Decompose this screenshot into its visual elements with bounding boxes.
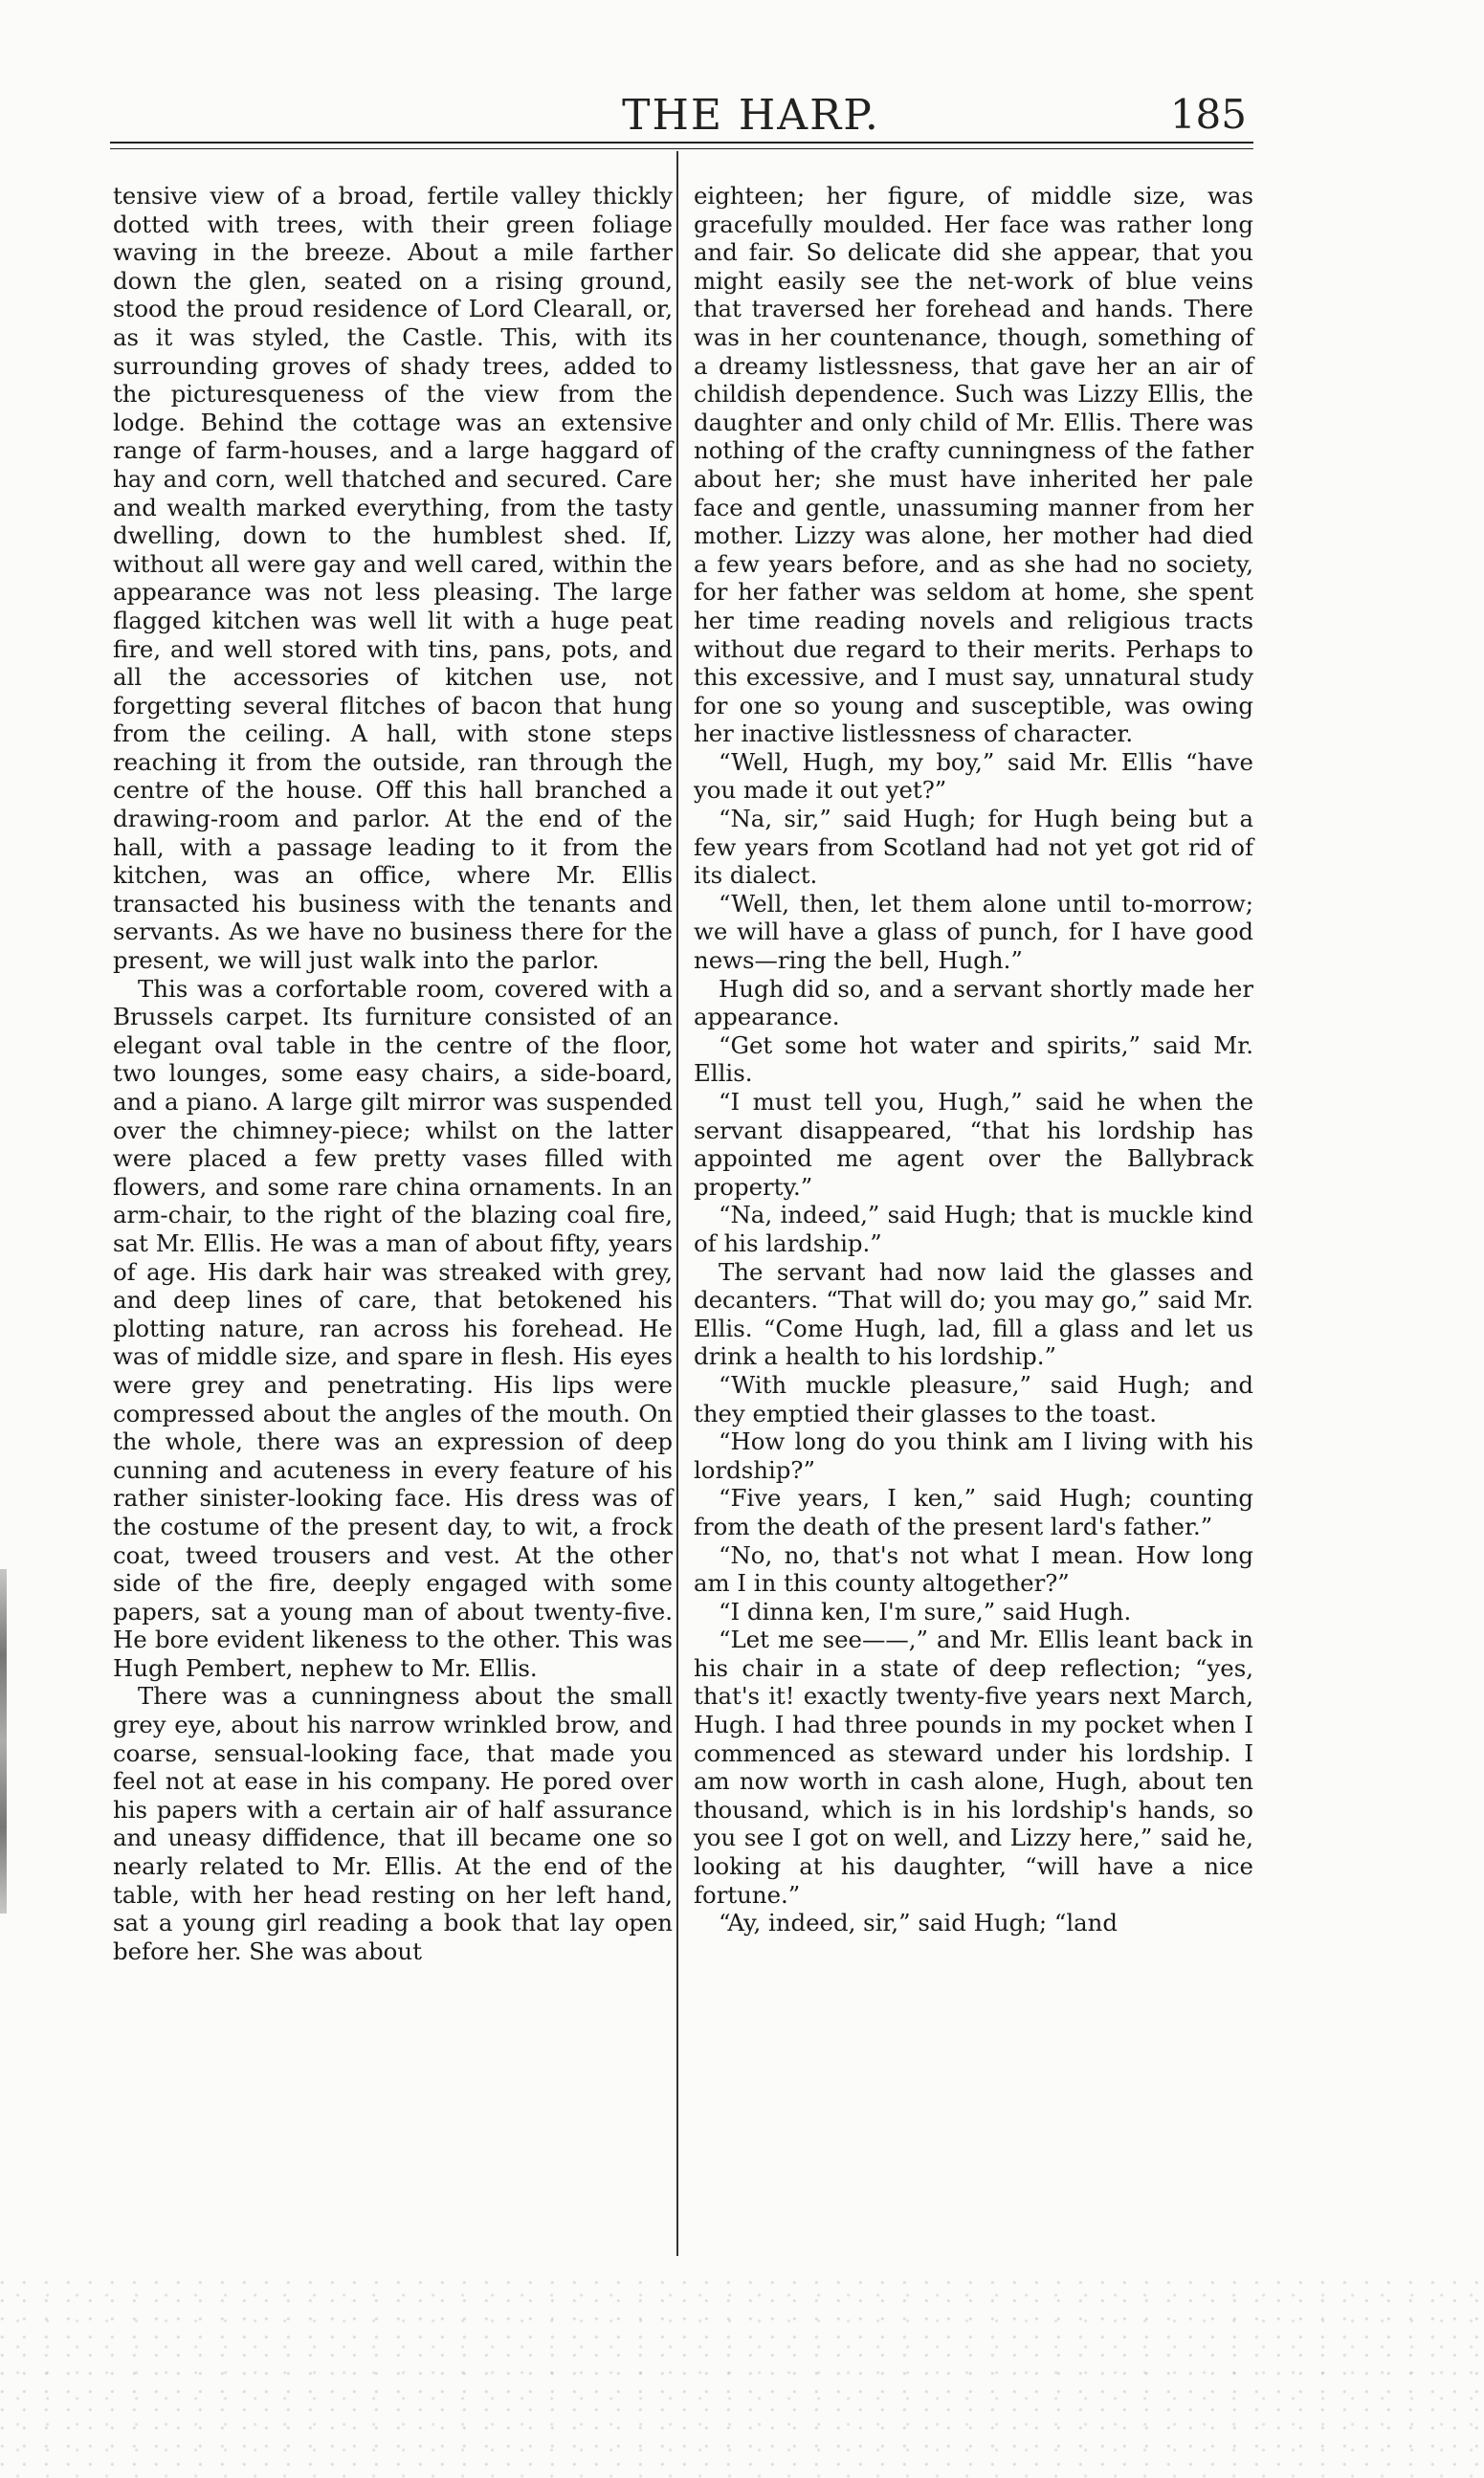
paper-speckle [0,2277,1484,2478]
column-divider [676,151,678,2256]
paragraph: Hugh did so, and a servant shortly made her appearance. [694,974,1253,1031]
paragraph: This was a corfortable room, covered with a Brussels carpet. Its furniture consisted of an elegant oval table in the centre of the floor, two lounges, some easy chairs, a side-board, and a piano. A large gilt mirror was suspended over the chimney-piece; whilst on the latter were placed a few pretty vases filled with flowers, and some rare china ornaments. In an arm-chair, to the right of the blazing coal fire, sat Mr. Ellis. He was a man of about fifty, years of age. His dark hair was streaked with grey, and deep lines of care, that betokened his plotting nature, ran across his forehead. He was of middle size, and spare in flesh. His eyes were grey and penetrating. His lips were compressed about the angles of the mouth. On the whole, there was an expression of deep cunning and acuteness in every feature of his rather sinister-looking face. His dress was of the costume of the present day, to wit, a frock coat, tweed trousers and vest. At the other side of the fire, deeply engaged with some papers, sat a young man of about twenty-five. He bore evident likeness to the other. This was Hugh Pembert, nephew to Mr. Ellis. [113,974,673,1682]
running-title: THE HARP. [622,91,880,140]
paragraph: The servant had now laid the glasses and decanters. “That will do; you may go,” said Mr. Ellis. “Come Hugh, lad, fill a glass and let us drink a health to his lordship.” [694,1257,1253,1371]
paragraph: “Ay, indeed, sir,” said Hugh; “land [719,1909,1119,1937]
paragraph: There was a cunningness about the small grey eye, about his narrow wrinkled brow, and coarse, sensual-looking face, that made you feel not at ease in his company. He pored over his papers with a certain air of half assurance and uneasy diffidence, that ill became one so nearly related to Mr. Ellis. At the end of the table, with her head resting on her left hand, sat a young girl reading a book that lay open before her. She was about [113,1682,673,1965]
paragraph: “Na, indeed,” said Hugh; that is muckle kind of his lardship.” [694,1201,1253,1257]
page-header [110,91,1258,148]
left-column [113,182,673,1965]
paragraph: “I dinna ken, I'm sure,” said Hugh. [719,1597,1132,1626]
paragraph: “How long do you think am I living with his lordship?” [694,1427,1253,1484]
paragraph: “Well, Hugh, my boy,” said Mr. Ellis “have you made it out yet?” [694,747,1253,805]
header-rule [110,142,1253,149]
page-number: 185 [1169,91,1247,138]
paragraph: “Na, sir,” said Hugh; for Hugh being but a few years from Scotland had not yet got rid of its dialect. [694,805,1253,890]
paragraph: “Five years, I ken,” said Hugh; counting from the death of the present lard's father.” [694,1484,1253,1540]
binding-edge-mark [0,1569,7,1914]
paragraph: tensive view of a broad, fertile valley thickly dotted with trees, with their green foliage waving in the breeze. About a mile farther down the glen, seated on a rising ground, stood the proud residence of Lord Clearall, or, as it was styled, the Castle. This, with its surrounding groves of shady trees, added to the picturesqueness of the view from the lodge. Behind the cottage was an extensive range of farm-houses, and a large haggard of hay and corn, well thatched and secured. Care and wealth marked everything, from the tasty dwelling, down to the humblest shed. If, without all were gay and well cared, within the appearance was not less pleasing. The large flagged kitchen was well lit with a huge peat fire, and well stored with tins, pans, pots, and all the accessories of kitchen use, not forgetting several flitches of bacon that hung from the ceiling. A hall, with stone steps reaching it from the outside, ran through the centre of the house. Off this hall branched a drawing-room and parlor. At the end of the hall, with a passage leading to it from the kitchen, was an office, where Mr. Ellis transacted his business with the tenants and servants. As we have no business there for the present, we will just walk into the parlor. [113,182,673,975]
right-column [694,182,1253,1937]
paragraph: “I must tell you, Hugh,” said he when the servant disappeared, “that his lordship has appointed me agent over the Ballybrack property.” [694,1088,1253,1201]
paragraph: “No, no, that's not what I mean. How long am I in this county altogether?” [694,1540,1253,1598]
paragraph: “Let me see——,” and Mr. Ellis leant back in his chair in a state of deep reflection; “yes, that's it! exactly twenty-five years next March, Hugh. I had three pounds in my pocket when I commenced as steward under his lordship. I am now worth in cash alone, Hugh, about ten thousand, which is in his lordship's hands, so you see I got on well, and Lizzy here,” said he, looking at his daughter, “will have a nice fortune.” [694,1626,1253,1909]
paragraph: “With muckle pleasure,” said Hugh; and they emptied their glasses to the toast. [694,1370,1253,1427]
paragraph: “Well, then, let them alone until to-morrow; we will have a glass of punch, for I have good news—ring the bell, Hugh.” [694,889,1253,975]
paragraph: “Get some hot water and spirits,” said Mr. Ellis. [694,1030,1253,1088]
paragraph: eighteen; her figure, of middle size, was gracefully moulded. Her face was rather long and fair. So delicate did she appear, that you might easily see the net-work of blue veins that traversed her forehead and hands. There was in her countenance, though, something of a dreamy listlessness, that gave her an air of childish dependence. Such was Lizzy Ellis, the daughter and only child of Mr. Ellis. There was nothing of the crafty cunningness of the father about her; she must have inherited her pale face and gentle, unassuming manner from her mother. Lizzy was alone, her mother had died a few years before, and as she had no society, for her father was seldom at home, she spent her time reading novels and religious tracts without due regard to their merits. Perhaps to this excessive, and I must say, unnatural study for one so young and susceptible, was owing her inactive listlessness of character. [694,182,1253,748]
